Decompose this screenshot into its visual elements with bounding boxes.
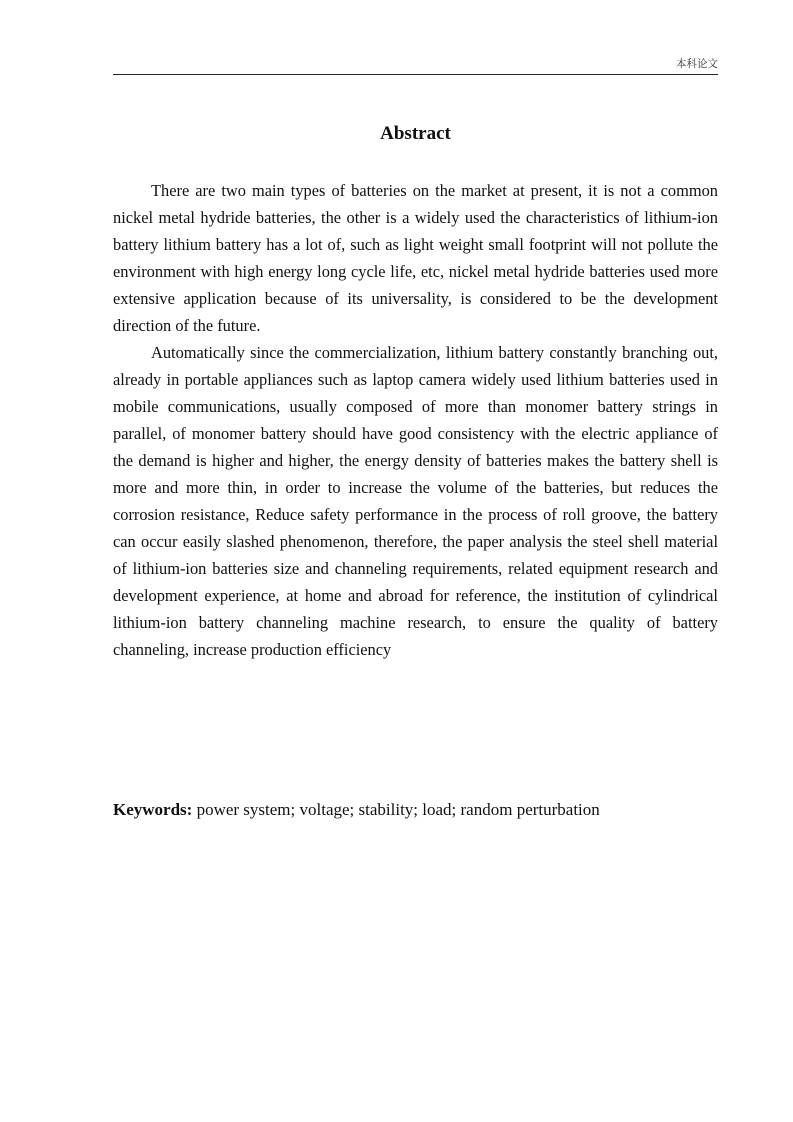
running-header [113, 56, 718, 75]
abstract-title: Abstract [380, 123, 451, 144]
abstract-paragraph-1: There are two main types of batteries on the market at present, it is not a common nickel metal hydride batteries, the other is a widely used the characteristics of lithium-ion battery lithium battery has a lot of, such as light weight small footprint will not pollute the environment with high energy long cycle life, etc, nickel metal hydride batteries used more extensive application because of its universality, is considered to be the development direction of the future. [113, 181, 718, 335]
keywords-line [113, 797, 718, 823]
keywords-label: Keywords: [113, 800, 193, 819]
abstract-paragraph-2: Automatically since the commercialization, lithium battery constantly branching out, already in portable appliances such as laptop camera widely used lithium batteries used in mobile communications, usually composed of more than monomer battery strings in parallel, of monomer battery should have good consistency with the electric appliance of the demand is higher and higher, the energy density of batteries makes the battery shell is more and more thin, in order to increase the volume of the batteries, but reduces the corrosion resistance, Reduce safety performance in the process of roll groove, the battery can occur easily slashed phenomenon, therefore, the paper analysis the steel shell material of lithium-ion batteries size and channeling requirements, related equipment research and development experience, at home and abroad for reference, the institution of cylindrical lithium-ion battery channeling machine research, to ensure the quality of battery channeling, increase production efficiency [113, 343, 718, 659]
running-header-title: 本科论文 [676, 58, 718, 70]
abstract-body [113, 177, 718, 663]
keywords-text: power system; voltage; stability; load; random perturbation [196, 800, 600, 819]
